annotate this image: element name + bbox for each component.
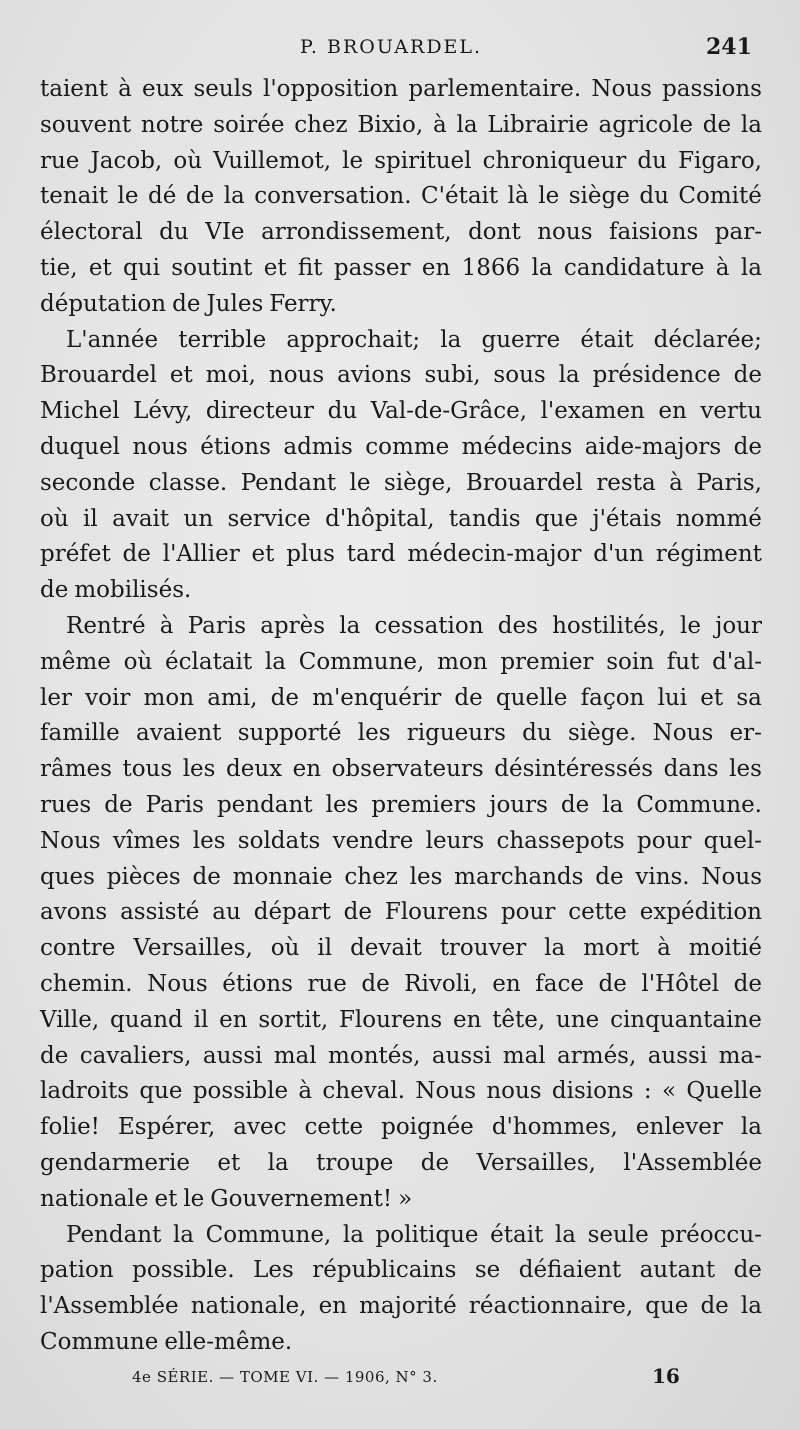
signature-mark: 4e SÉRIE. — TOME VI. — 1906, N° 3. xyxy=(132,1368,438,1386)
text-line: ler voir mon ami, de m'enquérir de quelle façon lui et sa xyxy=(40,684,762,711)
text-line: taient à eux seuls l'opposition parlementaire. Nous passions xyxy=(40,76,762,102)
text-line: Ville, quand il en sortit, Flourens en tête, une cinquantaine xyxy=(40,1006,762,1033)
text-line: ques pièces de monnaie chez les marchands de vins. Nous xyxy=(40,863,762,890)
text-line: râmes tous les deux en observateurs désintéressés dans les xyxy=(40,756,762,783)
text-line: où il avait un service d'hôpital, tandis que j'étais nommé xyxy=(40,505,762,532)
text-line: Rentré à Paris après la cessation des hostilités, le jour xyxy=(66,612,762,639)
text-line: électoral du VIe arrondissement, dont nous faisions par- xyxy=(40,219,762,246)
page-footer xyxy=(0,1364,800,1394)
text-line: Nous vîmes les soldats vendre leurs chassepots pour quel- xyxy=(40,827,762,854)
sheet-number: 16 xyxy=(652,1364,680,1388)
page-number: 241 xyxy=(706,34,752,60)
text-line: l'Assemblée nationale, en majorité réactionnaire, que de la xyxy=(40,1293,762,1320)
text-line: députation de Jules Ferry. xyxy=(40,290,337,317)
text-line: chemin. Nous étions rue de Rivoli, en face de l'Hôtel de xyxy=(40,970,762,997)
text-line: tenait le dé de la conversation. C'était là le siège du Comité xyxy=(40,183,762,210)
text-line: Michel Lévy, directeur du Val-de-Grâce, l'examen en vertu xyxy=(40,398,762,425)
text-line: contre Versailles, où il devait trouver la mort à moitié xyxy=(40,935,762,962)
text-line: de mobilisés. xyxy=(40,577,192,604)
text-line: de cavaliers, aussi mal montés, aussi mal armés, aussi ma- xyxy=(40,1042,762,1069)
text-line: Pendant la Commune, la politique était la seule préoccu- xyxy=(66,1221,762,1248)
text-line: avons assisté au départ de Flourens pour cette expédition xyxy=(40,899,762,926)
text-line: seconde classe. Pendant le siège, Brouardel resta à Paris, xyxy=(40,469,762,496)
text-line: gendarmerie et la troupe de Versailles, l'Assemblée xyxy=(40,1149,762,1176)
text-line: même où éclatait la Commune, mon premier soin fut d'al- xyxy=(40,648,762,675)
text-line: duquel nous étions admis comme médecins aide-majors de xyxy=(40,433,762,460)
text-line: folie! Espérer, avec cette poignée d'hommes, enlever la xyxy=(40,1114,762,1141)
text-line: tie, et qui soutint et fit passer en 1866 la candidature à la xyxy=(40,254,762,281)
text-line: famille avaient supporté les rigueurs du siège. Nous er- xyxy=(40,720,762,747)
text-line: L'année terrible approchait; la guerre était déclarée; xyxy=(66,326,762,353)
running-head xyxy=(0,36,800,66)
text-line: souvent notre soirée chez Bixio, à la Librairie agricole de la xyxy=(40,111,762,138)
body-text xyxy=(40,72,762,1361)
running-head-author: P. BROUARDEL. xyxy=(300,36,483,58)
text-line: nationale et le Gouvernement! » xyxy=(40,1185,413,1212)
text-line: rue Jacob, où Vuillemot, le spirituel chroniqueur du Figaro, xyxy=(40,147,762,174)
text-line: Commune elle-même. xyxy=(40,1328,293,1355)
text-line: rues de Paris pendant les premiers jours de la Commune. xyxy=(40,791,762,818)
text-line: pation possible. Les républicains se défiaient autant de xyxy=(40,1257,762,1284)
text-line: préfet de l'Allier et plus tard médecin-major d'un régiment xyxy=(40,541,762,568)
text-line: Brouardel et moi, nous avions subi, sous la présidence de xyxy=(40,362,762,389)
text-line: ladroits que possible à cheval. Nous nous disions : « Quelle xyxy=(40,1078,762,1105)
